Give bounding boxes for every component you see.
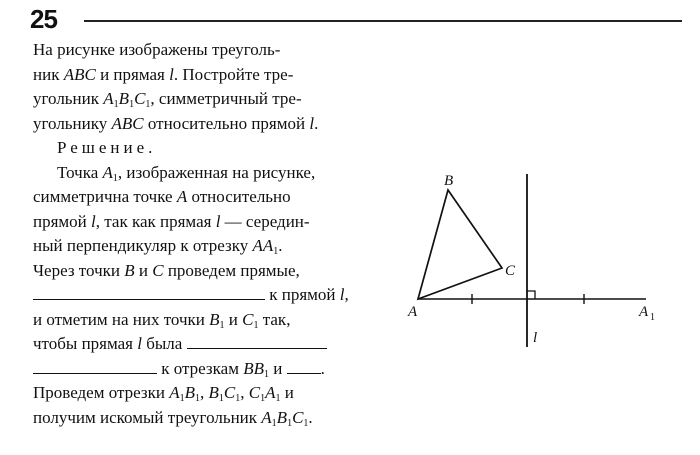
label-b: B: [444, 173, 454, 189]
line-l: l: [215, 211, 221, 231]
text-span: ник: [33, 64, 64, 84]
text-span: , так как прямая: [95, 211, 216, 231]
pt: A: [176, 187, 188, 206]
pt: B: [276, 407, 288, 427]
sub: 1: [275, 393, 281, 404]
pt: B: [118, 89, 130, 108]
right-angle-mark: [527, 291, 535, 299]
text-span: к прямой: [265, 285, 340, 304]
text-span: Точка: [57, 162, 103, 182]
label-a: A: [408, 304, 418, 320]
pt: A: [103, 89, 114, 108]
text-span: относительно прямой: [143, 113, 310, 133]
sub: 1: [273, 246, 279, 257]
label-c: C: [505, 263, 516, 279]
line-l: l: [91, 211, 96, 231]
pt: C: [152, 260, 164, 280]
text-span: была: [141, 334, 187, 353]
text-span: — середин-: [220, 211, 310, 231]
label-l: l: [533, 330, 538, 346]
text-span: .: [314, 113, 319, 133]
sub: 1: [303, 417, 309, 429]
text-span: угольнику: [33, 113, 112, 133]
text-span: так,: [258, 309, 291, 329]
line-l: l: [137, 334, 142, 353]
line-l: l: [169, 64, 174, 84]
text-span: .: [278, 236, 283, 255]
sub: 1: [113, 99, 119, 110]
segment-bb1: BB: [243, 358, 264, 378]
text-span: симметрична точке: [33, 187, 177, 206]
pt: A: [102, 162, 113, 182]
sub: 1: [129, 99, 135, 110]
exercise-number: 25: [30, 4, 57, 34]
text-span: .: [320, 358, 325, 378]
sub: 1: [195, 393, 200, 404]
pt: B: [209, 309, 220, 329]
sub: 1: [271, 417, 277, 429]
triangle-abc: ABC: [63, 64, 96, 84]
label-a1-sub: 1: [650, 312, 655, 323]
text-span: ный перпендикуляр к отрезку: [33, 236, 253, 255]
pt: C: [248, 383, 261, 402]
line-l: l: [339, 285, 345, 304]
sub: 1: [219, 319, 225, 331]
text-span: угольник: [33, 89, 104, 108]
text-span: проведем прямые,: [163, 260, 300, 280]
triangle-abc: [418, 190, 502, 299]
text-span: ,: [344, 285, 349, 304]
text-span: к отрезкам: [157, 358, 244, 378]
text-span: получим искомый треугольник: [33, 407, 262, 427]
text-span: ,: [200, 383, 209, 402]
pt: B: [208, 383, 219, 402]
sub: 1: [179, 393, 185, 404]
pt: B: [124, 260, 135, 280]
pt: B: [184, 383, 195, 402]
text-span: и: [280, 383, 294, 402]
sub: 1: [260, 393, 266, 404]
text-span: относительно: [187, 187, 291, 206]
text-span: .: [308, 407, 313, 427]
sub: 1: [263, 368, 269, 380]
text-span: Проведем отрезки: [33, 383, 170, 402]
text-span: и: [224, 309, 243, 329]
text-span: чтобы прямая: [33, 334, 138, 353]
sub: 1: [218, 393, 224, 404]
text-span: , изображенная на рисунке,: [117, 162, 316, 182]
pt: C: [292, 407, 304, 427]
pt: A: [261, 407, 272, 427]
text-span: и отметим на них точки: [33, 309, 210, 329]
text-span: ,: [240, 383, 249, 402]
sub: 1: [235, 393, 241, 404]
sub: 1: [145, 99, 151, 110]
sub: 1: [253, 319, 259, 331]
label-a1: A: [639, 304, 649, 320]
pt: C: [242, 309, 254, 329]
pt: A: [169, 383, 180, 402]
text-span: прямой: [33, 211, 92, 231]
text-span: . Постройте тре-: [173, 64, 294, 84]
segment-aa1: AA: [252, 236, 274, 255]
text-span: и прямая: [95, 64, 170, 84]
pt: C: [134, 89, 146, 108]
line-l: l: [309, 113, 315, 133]
text-span: и: [134, 260, 153, 280]
sub: 1: [287, 417, 293, 429]
text-span: На рисунке изображены треуголь-: [33, 40, 281, 59]
pt: A: [265, 383, 276, 402]
text-span: Через точки: [33, 260, 125, 280]
text-span: и: [268, 358, 287, 378]
sub: 1: [112, 172, 118, 184]
pt: C: [223, 383, 236, 402]
triangle-abc: ABC: [111, 113, 144, 133]
text-span: , симметричный тре-: [150, 89, 302, 108]
solution-label: Решение.: [57, 138, 157, 157]
